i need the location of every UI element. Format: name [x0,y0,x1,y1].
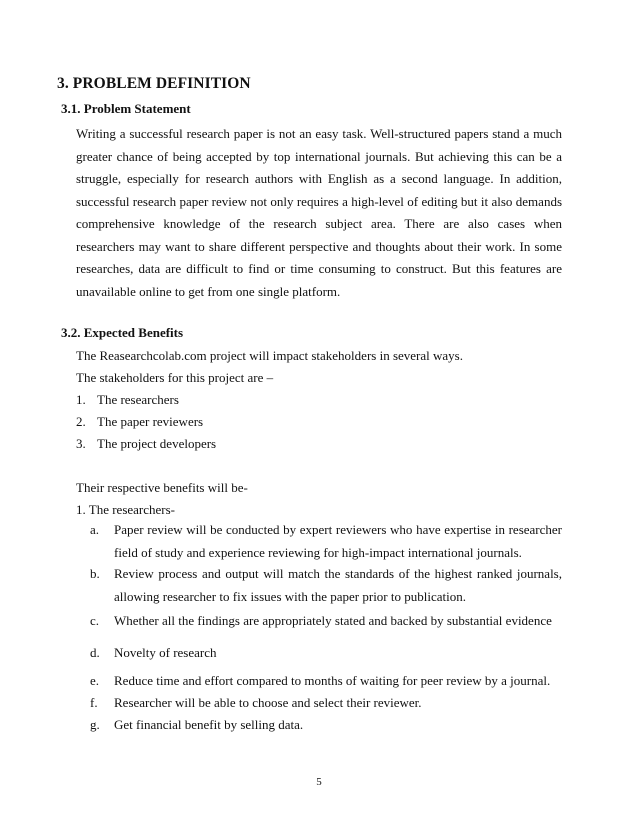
page-number: 5 [316,776,322,788]
list-item: Researcher will be able to choose and select their reviewer. [114,695,422,710]
list-item: Whether all the findings are appropriately stated and backed by substantial evidence [114,613,552,628]
list-item: The paper reviewers [97,414,204,429]
list-item-letter: c. [90,613,100,628]
list-item-letter: d. [90,645,100,660]
list-item-letter: b. [90,566,100,581]
problem-statement-paragraph: Writing a successful research paper is not an easy task. Well-structured papers stand a much greater chance of being accepted by top international journals. But achieving this can be a struggle, especially for research authors with English as a second language. In addition, successful research paper review not only requires a high-level of editing but it also demands comprehensive knowledge of the research subject area. There are also cases when researchers may want to share different perspective and thoughts about their work. In some researches, data are difficult to find or time consuming to construct. But this features are unavailable online to get from one single platform. [76,126,562,299]
list-item: Novelty of research [114,645,217,660]
list-item-number: 2. [76,414,86,429]
list-item-number: 3. [76,436,86,451]
list-item-letter: g. [90,717,100,732]
problem-statement-heading: 3.1. Problem Statement [61,101,191,116]
section-heading: 3. PROBLEM DEFINITION [57,75,251,92]
list-item: The project developers [97,436,217,451]
list-item: The researchers [97,392,179,407]
stakeholders-intro-text: The stakeholders for this project are – [76,370,274,385]
list-item-number: 1. [76,392,86,407]
researchers-heading: 1. The researchers- [76,502,176,517]
list-item-letter: a. [90,522,100,537]
benefits-list-intro: Their respective benefits will be- [76,480,248,495]
list-item-letter: e. [90,673,100,688]
list-item: Get financial benefit by selling data. [114,717,304,732]
benefits-intro-text: The Reasearchcolab.com project will impact stakeholders in several ways. [76,348,463,363]
list-item: Reduce time and effort compared to months of waiting for peer review by a journal. [114,673,551,688]
list-item: Paper review will be conducted by expert reviewers who have expertise in researcher field of study and experience reviewing for high-impact international journals. [114,522,562,560]
expected-benefits-heading: 3.2. Expected Benefits [61,325,184,340]
list-item-letter: f. [90,695,98,710]
list-item: Review process and output will match the standards of the highest ranked journals, allowing researcher to fix issues with the paper prior to publication. [114,566,562,604]
